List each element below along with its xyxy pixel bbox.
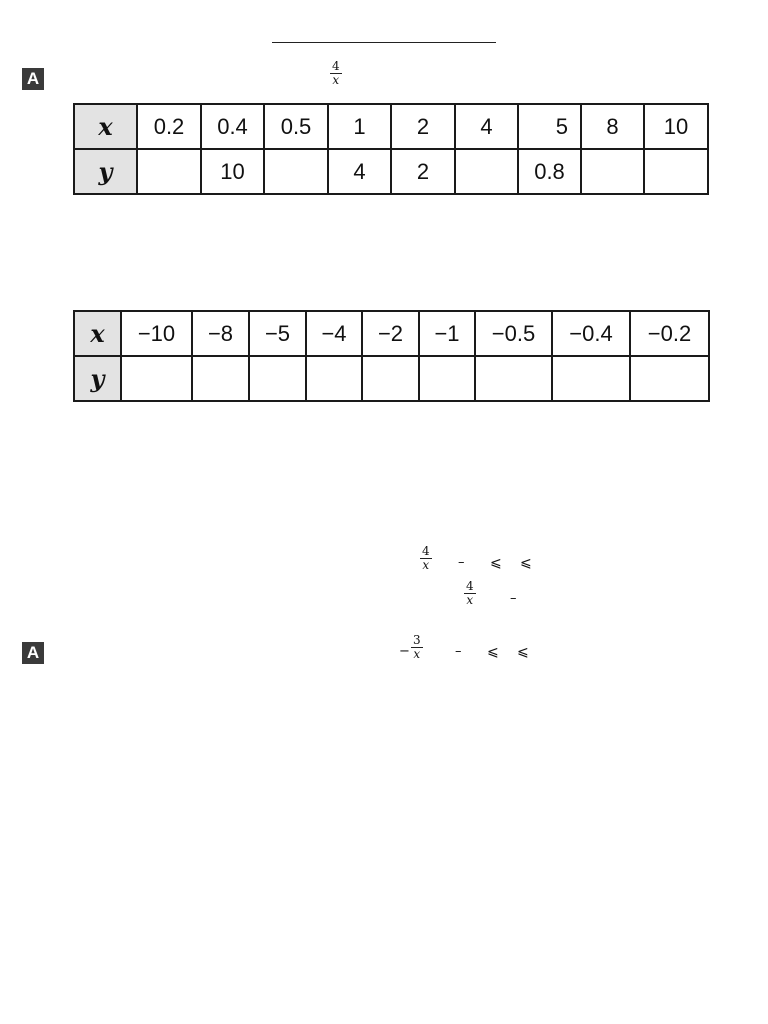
x-cell: −4: [306, 311, 362, 356]
expr2-numerator: 4: [466, 579, 474, 593]
y-cell[interactable]: [121, 356, 192, 401]
expr3-leq-2: ⩽: [517, 644, 529, 660]
y-cell[interactable]: [192, 356, 249, 401]
row-label-x: x: [74, 104, 137, 149]
x-cell: 2: [391, 104, 455, 149]
row-label-x: x: [74, 311, 121, 356]
x-cell: −1: [419, 311, 475, 356]
expr2-dash: –: [510, 591, 517, 606]
expr1-leq-1: ⩽: [490, 555, 502, 571]
y-cell[interactable]: [249, 356, 306, 401]
values-table-negative: [73, 310, 710, 402]
y-cell: 2: [391, 149, 455, 194]
expr1-numerator: 4: [422, 544, 430, 558]
header-fraction: [330, 60, 342, 87]
x-cell: −8: [192, 311, 249, 356]
expr3-dash: –: [455, 644, 462, 659]
table-row-y: [74, 149, 708, 194]
expr3-fraction: [411, 634, 423, 661]
header-fraction-denominator: x: [332, 73, 340, 87]
expr2-denominator: x: [466, 593, 474, 607]
y-cell[interactable]: [137, 149, 201, 194]
x-cell: 5: [518, 104, 581, 149]
x-cell: 1: [328, 104, 391, 149]
x-cell: 4: [455, 104, 518, 149]
x-cell: −0.5: [475, 311, 552, 356]
y-cell: 10: [201, 149, 264, 194]
y-cell: 4: [328, 149, 391, 194]
expr3-leq-1: ⩽: [487, 644, 499, 660]
table-row-y: [74, 356, 709, 401]
x-cell: 0.5: [264, 104, 328, 149]
y-cell[interactable]: [630, 356, 709, 401]
expr3-denominator: x: [413, 647, 421, 661]
y-cell[interactable]: [644, 149, 708, 194]
x-cell: 0.2: [137, 104, 201, 149]
y-cell[interactable]: [264, 149, 328, 194]
section-badge-a: A: [22, 642, 44, 664]
values-table-positive: [73, 103, 709, 195]
expr3-numerator: 3: [413, 633, 421, 647]
x-cell: −0.4: [552, 311, 630, 356]
table-row-x: [74, 311, 709, 356]
x-cell: 8: [581, 104, 644, 149]
expr3-sign: −: [399, 644, 410, 659]
x-cell: 10: [644, 104, 708, 149]
y-cell: 0.8: [518, 149, 581, 194]
expr1-denominator: x: [422, 558, 430, 572]
expr1-fraction: [420, 545, 432, 572]
expr2-fraction: [464, 580, 476, 607]
x-cell: −2: [362, 311, 419, 356]
y-cell[interactable]: [362, 356, 419, 401]
y-cell[interactable]: [419, 356, 475, 401]
x-cell: −5: [249, 311, 306, 356]
row-label-y: y: [74, 356, 121, 401]
expr1-dash: –: [458, 555, 465, 570]
y-cell[interactable]: [306, 356, 362, 401]
y-cell[interactable]: [581, 149, 644, 194]
x-cell: −0.2: [630, 311, 709, 356]
table-row-x: [74, 104, 708, 149]
expr1-leq-2: ⩽: [520, 555, 532, 571]
y-cell[interactable]: [552, 356, 630, 401]
x-cell: 0.4: [201, 104, 264, 149]
row-label-y: y: [74, 149, 137, 194]
x-cell: −10: [121, 311, 192, 356]
answer-line: [272, 42, 496, 43]
y-cell[interactable]: [475, 356, 552, 401]
header-fraction-numerator: 4: [332, 59, 340, 73]
section-badge-a: A: [22, 68, 44, 90]
y-cell[interactable]: [455, 149, 518, 194]
